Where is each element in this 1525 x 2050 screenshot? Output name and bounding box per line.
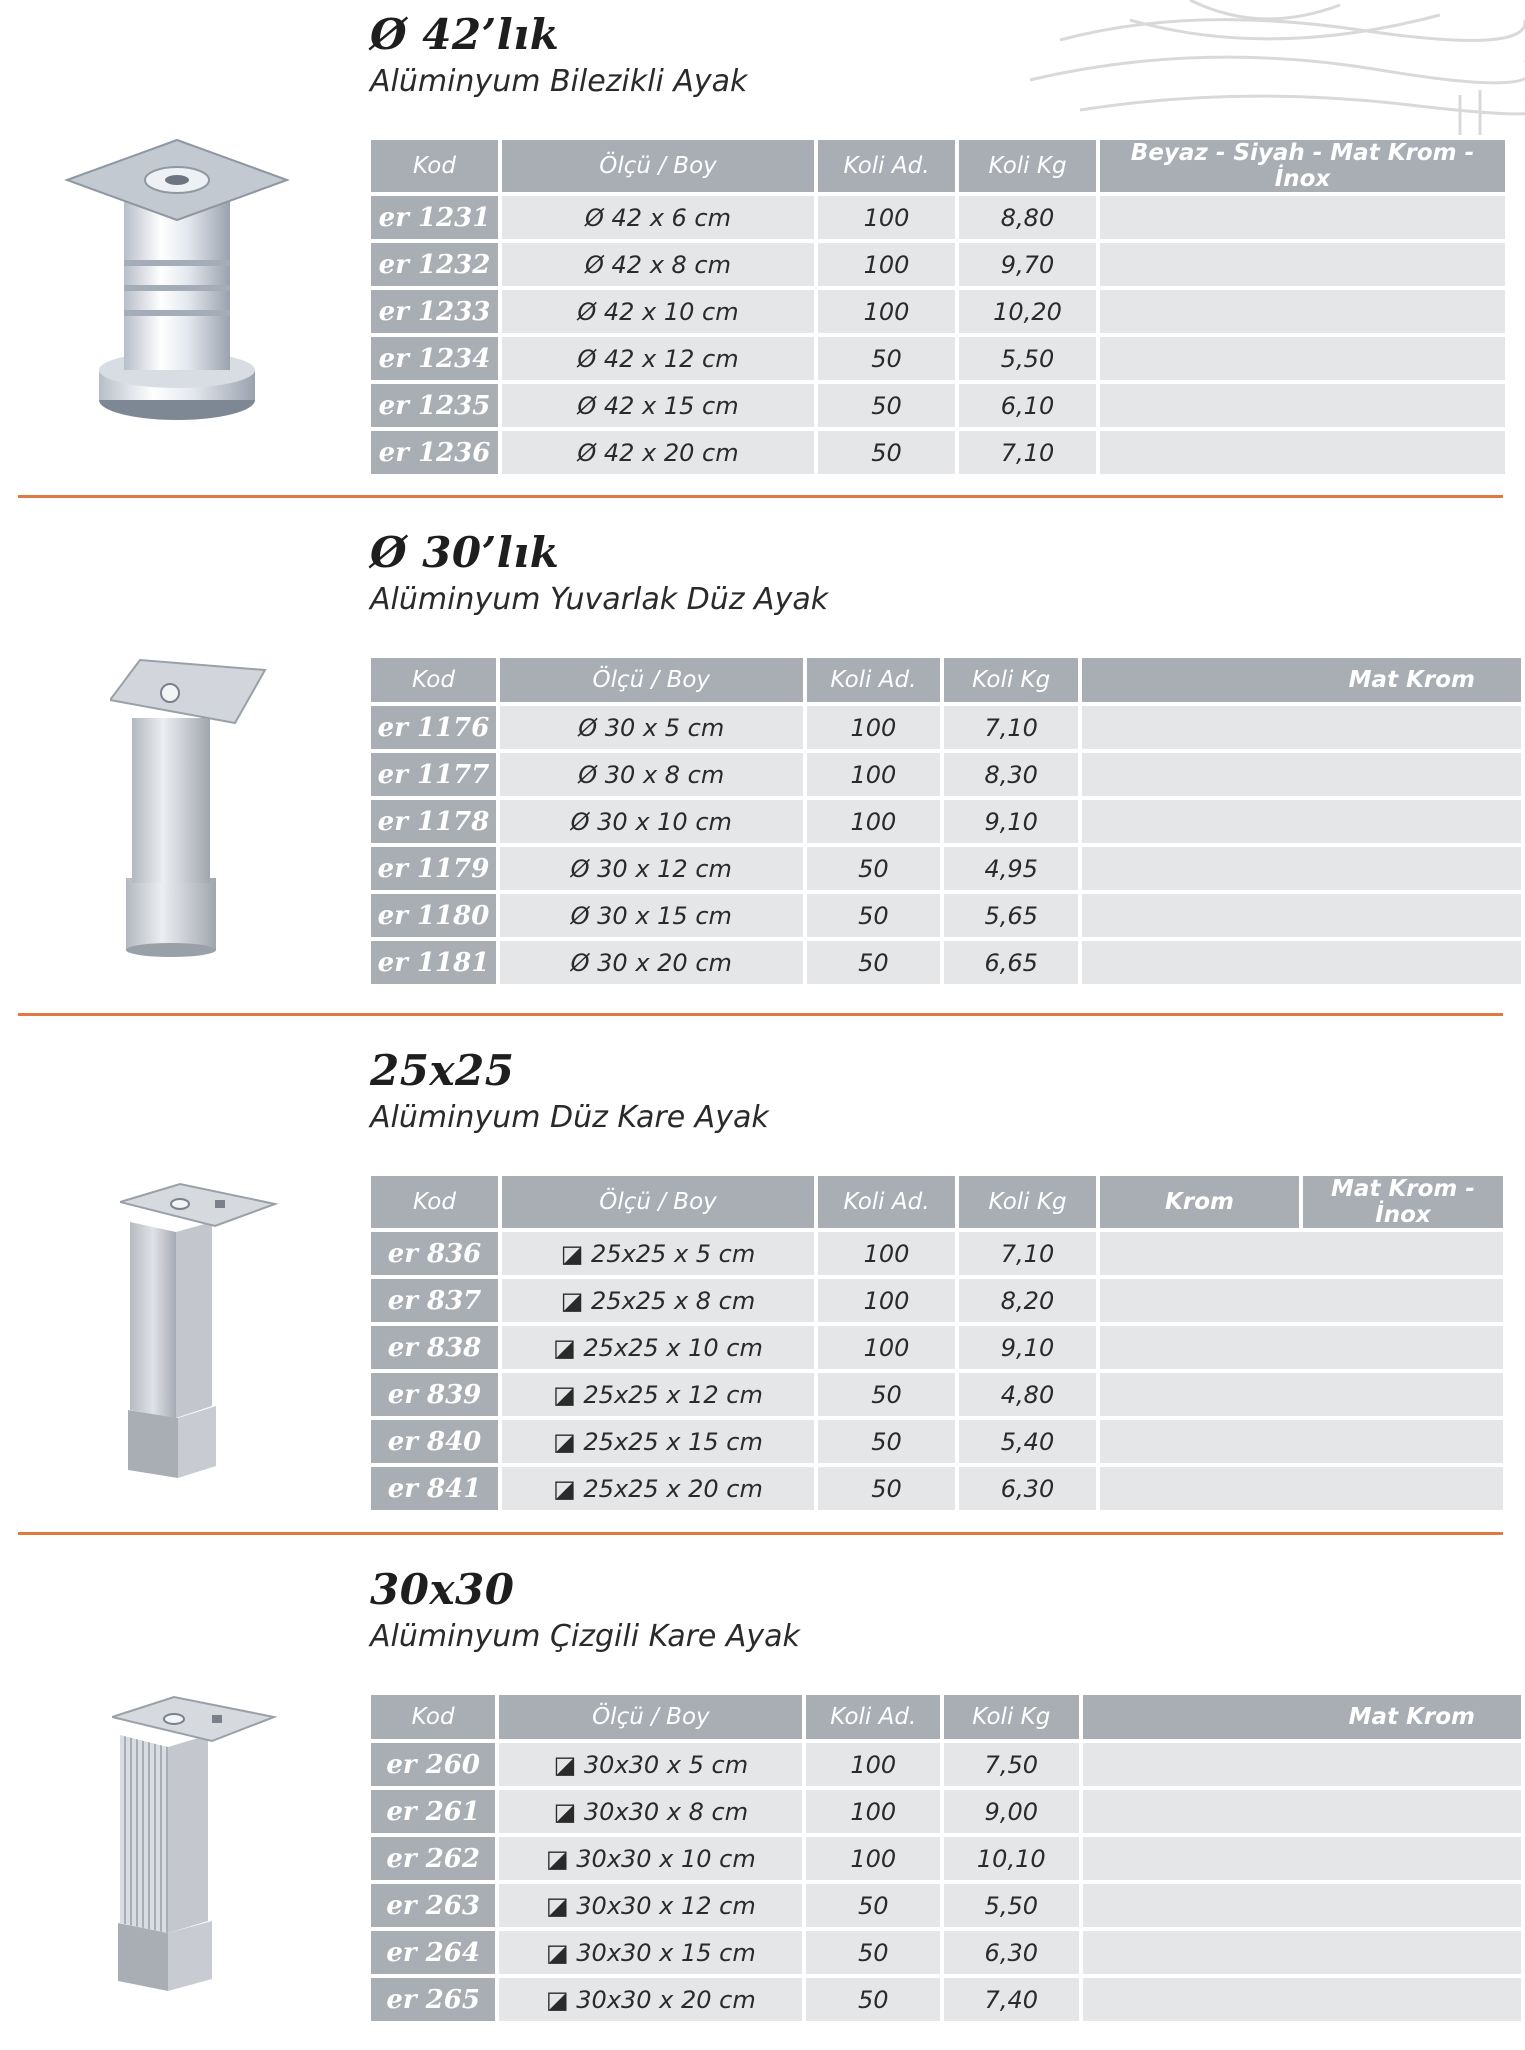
row-box-qty: 50 [818,1373,955,1416]
col-header-koli-kg: Koli Kg [944,1695,1078,1739]
table-row [371,1931,1521,1974]
row-box-kg: 5,40 [959,1420,1096,1463]
row-code: er 1235 [371,384,498,427]
row-size: ◪ 30x30 x 10 cm [499,1837,802,1880]
row-box-kg: 8,20 [959,1279,1096,1322]
row-color-cell [1100,290,1505,333]
product-image-25x25-leg [120,1182,280,1482]
row-box-qty: 100 [818,196,955,239]
row-code: er 841 [371,1467,498,1510]
row-code: er 260 [371,1743,495,1786]
table-row [371,1837,1521,1880]
row-box-kg: 6,10 [959,384,1096,427]
row-color-cell [1083,1978,1522,2021]
row-color-cell [1083,1837,1522,1880]
table-row [371,1743,1521,1786]
product-image-30x30-leg [112,1695,282,1995]
row-color-cell [1100,337,1505,380]
spec-table [367,1691,1525,2025]
row-box-qty: 50 [807,894,941,937]
row-size: Ø 30 x 8 cm [500,753,803,796]
row-color-cell [1100,196,1505,239]
section-subtitle: Alüminyum Çizgili Kare Ayak [370,1619,800,1654]
table-row [371,1978,1521,2021]
row-color-cell [1082,894,1521,937]
row-box-qty: 50 [818,431,955,474]
decorative-sketch [940,0,1525,135]
section-divider [18,1532,1503,1535]
row-color-cell [1100,1373,1503,1416]
row-box-qty: 50 [818,337,955,380]
row-size: ◪ 25x25 x 15 cm [502,1420,814,1463]
table-row [371,1467,1503,1510]
col-header-colors: Beyaz - Siyah - Mat Krom - İnox [1100,140,1505,192]
row-code: er 1231 [371,196,498,239]
row-code: er 263 [371,1884,495,1927]
col-header-olcu: Ölçü / Boy [499,1695,802,1739]
row-box-kg: 6,65 [944,941,1078,984]
row-box-kg: 4,80 [959,1373,1096,1416]
row-box-qty: 50 [807,847,941,890]
section-divider [18,1013,1503,1016]
table-row [371,1373,1503,1416]
row-box-kg: 6,30 [959,1467,1096,1510]
col-header-kod: Kod [371,1695,495,1739]
table-row [371,706,1521,749]
row-size: ◪ 30x30 x 20 cm [499,1978,802,2021]
row-code: er 838 [371,1326,498,1369]
row-box-kg: 5,50 [944,1884,1078,1927]
row-code: er 262 [371,1837,495,1880]
col-header-koli-kg: Koli Kg [944,658,1078,702]
row-box-kg: 8,30 [944,753,1078,796]
row-box-qty: 100 [806,1790,940,1833]
row-color-cell [1082,847,1521,890]
row-size: ◪ 30x30 x 15 cm [499,1931,802,1974]
row-size: Ø 42 x 15 cm [502,384,814,427]
row-size: ◪ 25x25 x 12 cm [502,1373,814,1416]
row-box-qty: 100 [818,243,955,286]
spec-table [367,136,1509,478]
row-size: Ø 30 x 12 cm [500,847,803,890]
row-box-qty: 100 [818,1326,955,1369]
row-box-kg: 9,10 [944,800,1078,843]
table-row [371,243,1505,286]
table-row [371,384,1505,427]
section-title: Ø 42’lık [370,10,560,59]
col-header-koli-ad: Koli Ad. [807,658,941,702]
row-size: ◪ 30x30 x 12 cm [499,1884,802,1927]
col-header-color-krom: Krom [1100,1176,1299,1228]
row-code: er 839 [371,1373,498,1416]
row-color-cell [1083,1884,1522,1927]
row-box-qty: 50 [806,1978,940,2021]
row-box-kg: 9,10 [959,1326,1096,1369]
row-code: er 1233 [371,290,498,333]
col-header-koli-kg: Koli Kg [959,140,1096,192]
table-row [371,753,1521,796]
row-box-kg: 7,10 [944,706,1078,749]
row-box-qty: 100 [807,800,941,843]
table-row [371,1420,1503,1463]
row-size: Ø 42 x 6 cm [502,196,814,239]
row-code: er 1234 [371,337,498,380]
col-header-kod: Kod [371,1176,498,1228]
col-header-koli-ad: Koli Ad. [818,140,955,192]
row-box-kg: 10,20 [959,290,1096,333]
row-box-kg: 9,70 [959,243,1096,286]
row-code: er 837 [371,1279,498,1322]
row-code: er 1179 [371,847,496,890]
row-code: er 836 [371,1232,498,1275]
table-row [371,196,1505,239]
row-box-qty: 100 [818,290,955,333]
row-box-qty: 100 [818,1279,955,1322]
row-code: er 261 [371,1790,495,1833]
row-box-kg: 7,10 [959,431,1096,474]
row-box-kg: 10,10 [944,1837,1078,1880]
row-box-qty: 100 [807,753,941,796]
col-header-colors: Mat Krom [1082,658,1521,702]
row-color-cell [1100,384,1505,427]
table-row [371,1884,1521,1927]
col-header-koli-ad: Koli Ad. [806,1695,940,1739]
table-row [371,1326,1503,1369]
row-size: Ø 30 x 10 cm [500,800,803,843]
col-header-koli-ad: Koli Ad. [818,1176,955,1228]
row-code: er 1181 [371,941,496,984]
table-row [371,431,1505,474]
table-row [371,1279,1503,1322]
product-image-30-leg [110,658,270,958]
row-size: ◪ 25x25 x 20 cm [502,1467,814,1510]
col-header-colors: Mat Krom [1083,1695,1522,1739]
col-header-color-mat-krom-inox: Mat Krom - İnox [1303,1176,1503,1228]
row-box-qty: 50 [818,384,955,427]
row-box-qty: 50 [818,1467,955,1510]
row-size: ◪ 25x25 x 10 cm [502,1326,814,1369]
row-box-kg: 7,40 [944,1978,1078,2021]
row-size: Ø 42 x 12 cm [502,337,814,380]
row-box-qty: 100 [807,706,941,749]
row-color-cell [1100,1232,1503,1275]
row-box-qty: 50 [806,1884,940,1927]
section-subtitle: Alüminyum Bilezikli Ayak [370,64,748,99]
col-header-koli-kg: Koli Kg [959,1176,1096,1228]
table-row [371,894,1521,937]
row-code: er 1178 [371,800,496,843]
section-title: 30x30 [370,1565,515,1614]
row-size: Ø 42 x 8 cm [502,243,814,286]
section-subtitle: Alüminyum Düz Kare Ayak [370,1100,769,1135]
table-row [371,847,1521,890]
row-size: ◪ 30x30 x 5 cm [499,1743,802,1786]
row-code: er 1180 [371,894,496,937]
col-header-olcu: Ölçü / Boy [502,1176,814,1228]
row-code: er 264 [371,1931,495,1974]
row-box-qty: 100 [806,1837,940,1880]
col-header-olcu: Ölçü / Boy [500,658,803,702]
row-color-cell [1082,800,1521,843]
table-row [371,337,1505,380]
product-image-42-leg [62,135,292,425]
row-code: er 1177 [371,753,496,796]
table-row [371,1790,1521,1833]
row-color-cell [1083,1931,1522,1974]
row-color-cell [1082,753,1521,796]
row-code: er 265 [371,1978,495,2021]
row-size: Ø 42 x 10 cm [502,290,814,333]
row-box-qty: 100 [818,1232,955,1275]
col-header-kod: Kod [371,140,498,192]
row-box-qty: 100 [806,1743,940,1786]
section-divider [18,495,1503,498]
table-row [371,941,1521,984]
row-code: er 840 [371,1420,498,1463]
row-size: Ø 30 x 15 cm [500,894,803,937]
table-row [371,290,1505,333]
row-color-cell [1083,1790,1522,1833]
spec-table [367,654,1525,988]
row-size: Ø 30 x 5 cm [500,706,803,749]
row-box-qty: 50 [806,1931,940,1974]
row-color-cell [1100,1279,1503,1322]
row-box-qty: 50 [807,941,941,984]
row-box-kg: 4,95 [944,847,1078,890]
section-title: 25x25 [370,1046,515,1095]
row-box-kg: 8,80 [959,196,1096,239]
row-size: Ø 30 x 20 cm [500,941,803,984]
section-title: Ø 30’lık [370,528,560,577]
row-color-cell [1082,706,1521,749]
row-code: er 1176 [371,706,496,749]
row-box-kg: 5,50 [959,337,1096,380]
row-color-cell [1100,1420,1503,1463]
row-box-kg: 7,10 [959,1232,1096,1275]
spec-table [367,1172,1507,1514]
row-color-cell [1100,243,1505,286]
row-box-kg: 9,00 [944,1790,1078,1833]
row-color-cell [1082,941,1521,984]
row-size: ◪ 25x25 x 5 cm [502,1232,814,1275]
section-subtitle: Alüminyum Yuvarlak Düz Ayak [370,582,829,617]
row-box-kg: 6,30 [944,1931,1078,1974]
row-color-cell [1100,431,1505,474]
row-color-cell [1100,1326,1503,1369]
row-code: er 1236 [371,431,498,474]
row-code: er 1232 [371,243,498,286]
row-size: Ø 42 x 20 cm [502,431,814,474]
row-box-kg: 5,65 [944,894,1078,937]
row-size: ◪ 25x25 x 8 cm [502,1279,814,1322]
row-box-qty: 50 [818,1420,955,1463]
row-color-cell [1083,1743,1522,1786]
table-row [371,800,1521,843]
row-color-cell [1100,1467,1503,1510]
row-box-kg: 7,50 [944,1743,1078,1786]
row-size: ◪ 30x30 x 8 cm [499,1790,802,1833]
col-header-olcu: Ölçü / Boy [502,140,814,192]
col-header-kod: Kod [371,658,496,702]
table-row [371,1232,1503,1275]
